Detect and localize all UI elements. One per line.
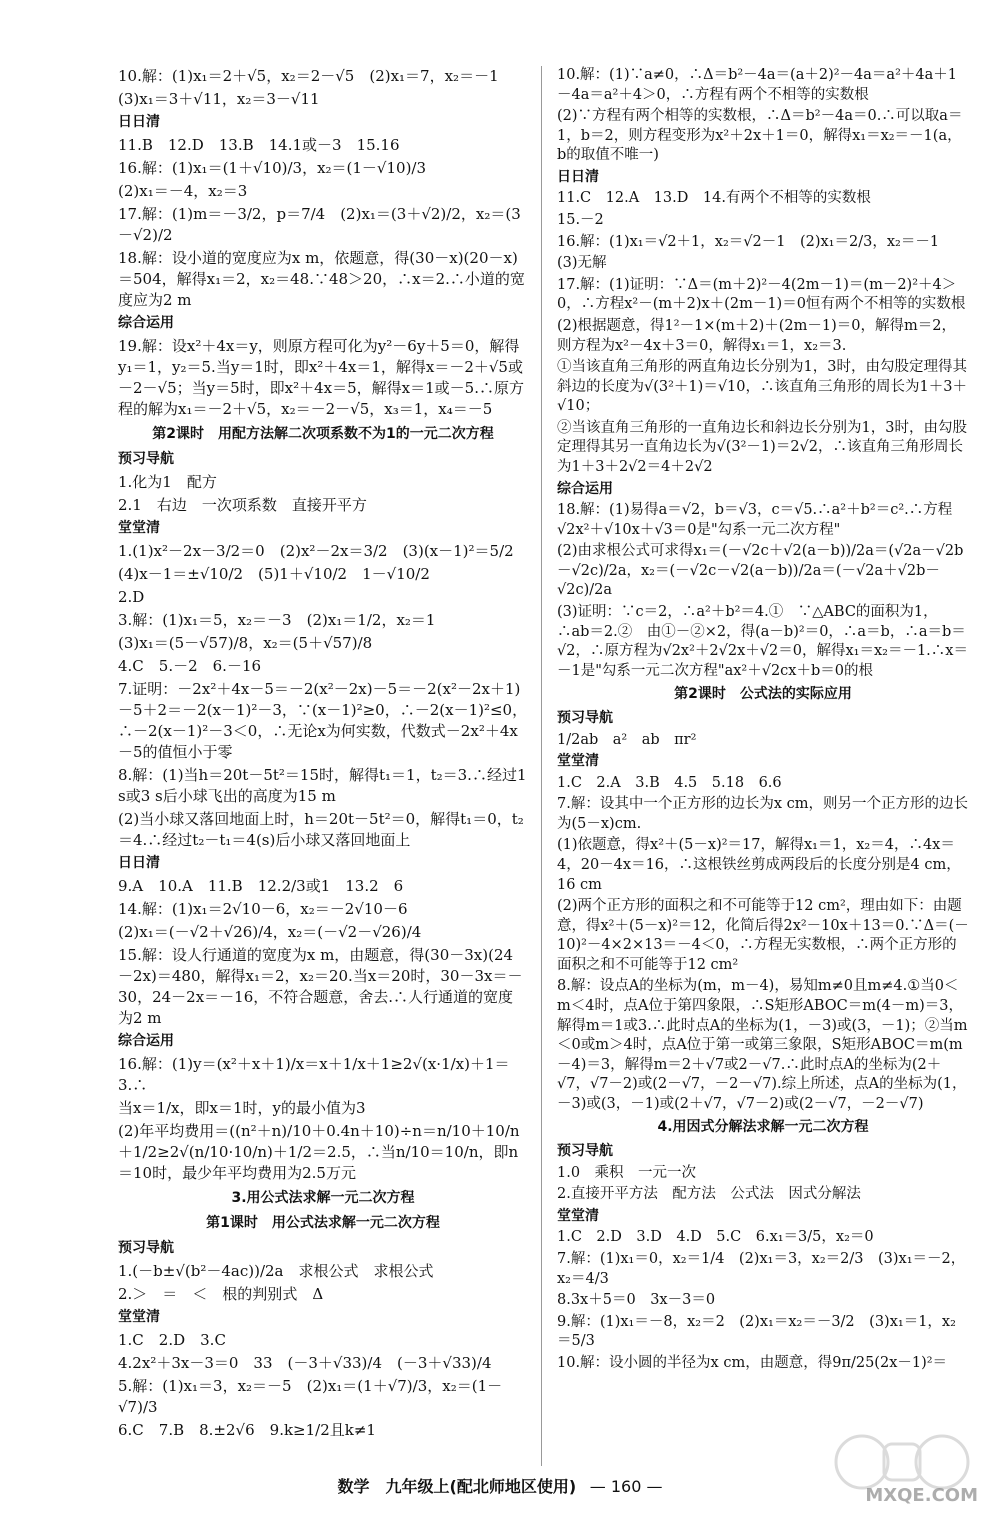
watermark-text: MXQE.COM bbox=[865, 1485, 978, 1506]
answer-line: 8.解：(1)当h＝20t－5t²＝15时，解得t₁＝1，t₂＝3.∴经过1 s或3 s后小球飞出的高度为15 m bbox=[118, 766, 532, 805]
section-heading: 第1课时 用公式法求解一元二次方程 bbox=[206, 1215, 440, 1231]
footer-title: 数学 九年级上(配北师地区使用) bbox=[337, 1477, 577, 1496]
answer-line: 当x＝1/x，即x＝1时，y的最小值为3 bbox=[118, 1099, 366, 1117]
section-label: 日日清 bbox=[557, 168, 599, 185]
answer-line: 5.解：(1)x₁＝3，x₂＝－5 (2)x₁＝(1＋√7)/3，x₂＝(1－√7)/3 bbox=[118, 1377, 503, 1416]
answer-line: (3)x₁＝(5－√57)/8，x₂＝(5＋√57)/8 bbox=[118, 634, 373, 652]
answer-line: (2)当小球又落回地面上时，h＝20t－5t²＝0，解得t₁＝0，t₂＝4.∴经过t₂－t₁＝4(s)后小球又落回地面上 bbox=[118, 810, 524, 849]
answer-line: 3.解：(1)x₁＝5，x₂＝－3 (2)x₁＝1/2，x₂＝1 bbox=[118, 611, 436, 629]
answer-line: 1/2ab a² ab πr² bbox=[557, 731, 697, 748]
answer-line: 8.3x＋5＝0 3x－3＝0 bbox=[557, 1292, 716, 1309]
section-label: 堂堂清 bbox=[557, 753, 599, 770]
answer-line: 6.C 7.B 8.±2√6 9.k≥1/2且k≠1 bbox=[118, 1421, 376, 1439]
section-label: 日日清 bbox=[118, 114, 160, 130]
answer-line: 1.化为1 配方 bbox=[118, 473, 217, 491]
answer-line: 7.证明：－2x²＋4x－5＝－2(x²－2x)－5＝－2(x²－2x＋1)－5＋2＝－2(x－1)²－3，∵(x－1)²≥0，∴－2(x－1)²≤0，∴－2(x－1)²－3＜0，∴无论x为何实数，代数式－2x²＋4x－5的值恒小于零 bbox=[118, 680, 528, 761]
answer-line: (1)依题意，得x²＋(5－x)²＝17，解得x₁＝1，x₂＝4，∴4x＝4，20－4x＝16，∴这根铁丝剪成两段后的长度分别是4 cm，16 cm bbox=[557, 837, 961, 893]
answer-line: (2)x₁＝(－√2＋√26)/4，x₂＝(－√2－√26)/4 bbox=[118, 923, 422, 941]
answer-line: 1.C 2.D 3.D 4.D 5.C 6.x₁＝3/5，x₂＝0 bbox=[557, 1229, 874, 1246]
answer-line: 2.D bbox=[118, 588, 145, 606]
answer-line: 8.解：设点A的坐标为(m，m－4)，易知m≠0且m≠4.①当0＜m＜4时，点A位于第四象限，∴S矩形ABOC＝m(4－m)＝3，解得m＝1或3.∴此时点A的坐标为(1，－3)或(3，－1)；②当m＜0或m＞4时，点A位于第一或第三象限，S矩形ABOC＝m(m－4)＝3，解得m＝2＋√7或2－√7.∴此时点A的坐标为(2＋√7，√7－2)或(2－√7，－2－√7).综上所述，点A的坐标为(1，－3)或(3，－1)或(2＋√7，√7－2)或(2－√7，－2－√7) bbox=[557, 978, 968, 1112]
answer-line: (2)x₁＝－4，x₂＝3 bbox=[118, 182, 248, 200]
answer-line: 14.解：(1)x₁＝2√10－6，x₂＝－2√10－6 bbox=[118, 900, 408, 918]
answer-line: (3)x₁＝3＋√11，x₂＝3－√11 bbox=[118, 90, 320, 108]
answer-line: 18.解：(1)易得a＝√2，b＝√3，c＝√5.∴a²＋b²＝c².∴方程√2x²＋√10x＋√3＝0是"勾系一元二次方程" bbox=[557, 502, 953, 538]
section-heading: 4.用因式分解法求解一元二次方程 bbox=[657, 1119, 869, 1136]
answer-line: 1.C 2.A 3.B 4.5 5.18 6.6 bbox=[557, 774, 782, 791]
section-label: 堂堂清 bbox=[118, 1309, 160, 1325]
answer-line: (2)由求根公式可求得x₁＝(－√2c＋√2(a－b))/2a＝(√2a－√2b－√2c)/2a，x₂＝(－√2c－√2(a－b))/2a＝(－√2a＋√2b－√2c)/2a bbox=[557, 543, 964, 599]
answer-line: 16.解：(1)y＝(x²＋x＋1)/x＝x＋1/x＋1≥2√(x·1/x)＋1＝3.∴ bbox=[118, 1055, 510, 1094]
section-heading: 第2课时 公式法的实际应用 bbox=[674, 686, 852, 703]
section-heading: 3.用公式法求解一元二次方程 bbox=[231, 1190, 415, 1206]
answer-line: (4)x－1＝±√10/2 (5)1＋√10/2 1－√10/2 bbox=[118, 565, 430, 583]
answer-line: 2.直接开平方法 配方法 公式法 因式分解法 bbox=[557, 1186, 861, 1203]
section-label: 预习导航 bbox=[557, 709, 613, 726]
left-column bbox=[118, 66, 532, 1443]
section-label: 综合运用 bbox=[118, 1033, 174, 1049]
answer-line: 15.解：设人行通道的宽度为x m，由题意，得(30－3x)(24－2x)＝480，解得x₁＝2，x₂＝20.当x＝20时，30－3x＝－30，24－2x＝－16，不符合题意，舍去.∴人行通道的宽度为2 m bbox=[118, 946, 523, 1027]
answer-line: 19.解：设x²＋4x＝y，则原方程可化为y²－6y＋5＝0，解得y₁＝1，y₂＝5.当y＝1时，即x²＋4x＝1，解得x＝－2＋√5或－2－√5；当y＝5时，即x²＋4x＝5，解得x＝1或－5.∴原方程的解为x₁＝－2＋√5，x₂＝－2－√5，x₃＝1，x₄＝－5 bbox=[118, 337, 524, 418]
right-column bbox=[557, 66, 969, 1375]
column-divider bbox=[541, 66, 542, 1466]
answer-line: 4.C 5.－2 6.－16 bbox=[118, 657, 262, 675]
section-label: 综合运用 bbox=[557, 480, 613, 497]
answer-line: ①当该直角三角形的两直角边长分别为1，3时，由勾股定理得其斜边的长度为√(3²＋1)＝√10，∴该直角三角形的周长为1＋3＋√10； bbox=[557, 359, 967, 415]
answer-line: (2)两个正方形的面积之和不可能等于12 cm²，理由如下：由题意，得x²＋(5－x)²＝12，化简后得2x²－10x＋13＝0.∵Δ＝(－10)²－4×2×13＝－4＜0，∴方程无实数根，∴两个正方形的面积之和不可能等于12 cm² bbox=[557, 898, 969, 973]
section-label: 预习导航 bbox=[118, 1240, 174, 1256]
answer-line: 16.解：(1)x₁＝(1＋√10)/3，x₂＝(1－√10)/3 bbox=[118, 159, 427, 177]
page-number: — 160 — bbox=[589, 1477, 663, 1496]
answer-line: (3)证明：∵c＝2，∴a²＋b²＝4.① ∵△ABC的面积为1，∴ab＝2.② 由①－②×2，得(a－b)²＝0，∴a＝b，∴a＝b＝√2，∴原方程为√2x²＋2√2x＋√2＝0，解得x₁＝x₂＝－1.∴x＝－1是"勾系一元二次方程"ax²＋√2cx＋b＝0的根 bbox=[557, 604, 968, 679]
section-heading: 第2课时 用配方法解二次项系数不为1的一元二次方程 bbox=[152, 426, 494, 442]
answer-line: 9.解：(1)x₁＝－8，x₂＝2 (2)x₁＝x₂＝－3/2 (3)x₁＝1，x₂＝5/3 bbox=[557, 1313, 956, 1350]
section-label: 日日清 bbox=[118, 855, 160, 871]
section-label: 堂堂清 bbox=[557, 1207, 599, 1224]
answer-line: (2)∵方程有两个相等的实数根，∴Δ＝b²－4a＝0.∴可以取a＝1，b＝2，则方程变形为x²＋2x＋1＝0，解得x₁＝x₂＝－1(a，b的取值不唯一) bbox=[557, 108, 963, 164]
answer-line: 9.A 10.A 11.B 12.2/3或1 13.2 6 bbox=[118, 877, 404, 895]
answer-line: ②当该直角三角形的一直角边长和斜边长分别为1，3时，由勾股定理得其另一直角边长为√(3²－1)＝2√2，∴该直角三角形周长为1＋3＋2√2＝4＋2√2 bbox=[557, 419, 967, 475]
answer-line: 11.C 12.A 13.D 14.有两个不相等的实数根 bbox=[557, 190, 871, 207]
section-label: 堂堂清 bbox=[118, 520, 160, 536]
answer-line: 2.1 右边 一次项系数 直接开平方 bbox=[118, 496, 367, 514]
answer-line: 10.解：设小圆的半径为x cm，由题意，得9π/25(2x－1)²＝ bbox=[557, 1354, 948, 1371]
answer-line: 11.B 12.D 13.B 14.1或－3 15.16 bbox=[118, 136, 400, 154]
answer-line: 7.解：设其中一个正方形的边长为x cm，则另一个正方形的边长为(5－x)cm. bbox=[557, 796, 968, 832]
answer-line: 4.2x²＋3x－3＝0 33 (－3＋√33)/4 (－3＋√33)/4 bbox=[118, 1354, 492, 1372]
answer-line: 1.(1)x²－2x－3/2＝0 (2)x²－2x＝3/2 (3)(x－1)²＝5/2 bbox=[118, 542, 514, 560]
answer-line: 1.(－b±√(b²－4ac))/2a 求根公式 求根公式 bbox=[118, 1262, 434, 1280]
answer-line: 10.解：(1)x₁＝2＋√5，x₂＝2－√5 (2)x₁＝7，x₂＝－1 bbox=[118, 67, 499, 85]
section-label: 预习导航 bbox=[118, 451, 174, 467]
answer-line: 1.0 乘积 一元一次 bbox=[557, 1164, 697, 1181]
answer-line: (2)根据题意，得1²－1×(m＋2)＋(2m－1)＝0，解得m＝2，则方程为x²－4x＋3＝0，解得x₁＝1，x₂＝3. bbox=[557, 317, 956, 354]
answer-line: (2)年平均费用＝((n²＋n)/10＋0.4n＋10)÷n＝n/10＋10/n＋1/2≥2√(n/10·10/n)＋1/2＝2.5，∴当n/10＝10/n，即n＝10时，最少年平均费用为2.5万元 bbox=[118, 1122, 520, 1182]
answer-line: 17.解：(1)m＝－3/2，p＝7/4 (2)x₁＝(3＋√2)/2，x₂＝(3－√2)/2 bbox=[118, 205, 521, 244]
answer-line: 7.解：(1)x₁＝0，x₂＝1/4 (2)x₁＝3，x₂＝2/3 (3)x₁＝－2，x₂＝4/3 bbox=[557, 1250, 966, 1287]
answer-line: 1.C 2.D 3.C bbox=[118, 1331, 226, 1349]
answer-line: 18.解：设小道的宽度应为x m，依题意，得(30－x)(20－x)＝504，解得x₁＝2，x₂＝48.∵48＞20，∴x＝2.∴小道的宽度应为2 m bbox=[118, 249, 525, 309]
answer-line: 15.－2 bbox=[557, 212, 604, 229]
answer-line: 10.解：(1)∵a≠0，∴Δ＝b²－4a＝(a＋2)²－4a＝a²＋4a＋1－4a＝a²＋4＞0，∴方程有两个不相等的实数根 bbox=[557, 67, 957, 103]
answer-line: 2.＞ ＝ ＜ 根的判别式 Δ bbox=[118, 1285, 324, 1303]
section-label: 综合运用 bbox=[118, 315, 174, 331]
answer-line: 16.解：(1)x₁＝√2＋1，x₂＝√2－1 (2)x₁＝2/3，x₂＝－1 bbox=[557, 233, 940, 250]
section-label: 预习导航 bbox=[557, 1143, 613, 1160]
answer-line: 17.解：(1)证明：∵Δ＝(m＋2)²－4(2m－1)＝(m－2)²＋4＞0，∴方程x²－(m＋2)x＋(2m－1)＝0恒有两个不相等的实数根 bbox=[557, 276, 966, 313]
answer-line: (3)无解 bbox=[557, 255, 607, 272]
